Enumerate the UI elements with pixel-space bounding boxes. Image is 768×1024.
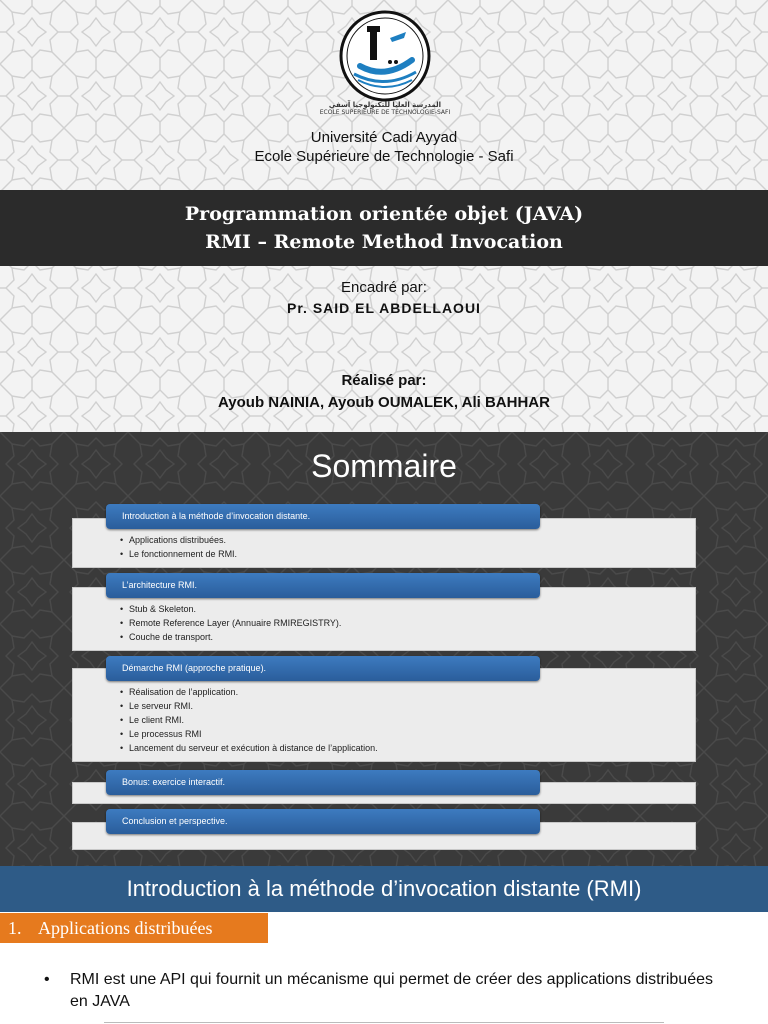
section-number: 1.: [8, 918, 22, 938]
section-title: Applications distribuées: [38, 918, 213, 938]
school-name: Ecole Supérieure de Technologie - Safi: [254, 148, 514, 165]
logo-caption-french: ECOLE SUPERIEURE DE TECHNOLOGIE-SAFI: [319, 109, 451, 116]
logo-caption: [310, 102, 460, 116]
section-2-item-3: • Couche de transport.: [129, 630, 695, 644]
summary-title: Sommaire: [311, 448, 457, 484]
intro-title: Introduction à la méthode d’invocation distante (RMI): [0, 866, 768, 912]
section-heading-5: Conclusion et perspective.: [106, 809, 540, 834]
section-title-bar: [0, 913, 268, 943]
section-2-item-1: • Stub & Skeleton.: [129, 602, 695, 616]
supervisor-name: Pr. SAID EL ABDELLAOUI: [287, 300, 481, 316]
section-heading-1: Introduction à la méthode d’invocation distante.: [106, 504, 540, 529]
title-band: [0, 190, 768, 266]
made-by-label: Réalisé par:: [341, 372, 427, 389]
bullet-text: RMI est une API qui fournit un mécanisme qui permet de créer des applications distribuées en JAVA: [70, 971, 713, 1010]
supervised-label: Encadré par:: [341, 279, 427, 296]
section-3-item-2: • Le serveur RMI.: [129, 699, 695, 713]
section-2-item-2: • Remote Reference Layer (Annuaire RMIREGISTRY).: [129, 616, 695, 630]
summary-slide: [0, 432, 768, 866]
section-heading-3: Démarche RMI (approche pratique).: [106, 656, 540, 681]
section-3-item-5: • Lancement du serveur et exécution à distance de l’application.: [129, 741, 695, 755]
institution-block: [0, 128, 768, 166]
section-3-item-3: • Le client RMI.: [129, 713, 695, 727]
title-line-1: Programmation orientée objet (JAVA): [184, 203, 584, 225]
logo-caption-arabic: المدرسة العليا للتكنولوجيا آسفي: [328, 101, 442, 109]
bullet-dot-icon: •: [44, 971, 50, 988]
authors-block: [0, 370, 768, 414]
section-heading-2: L’architecture RMI.: [106, 573, 540, 598]
section-1-item-1: • Applications distribuées.: [129, 533, 695, 547]
section-box-3: [72, 668, 696, 762]
section-3-item-4: • Le processus RMI: [129, 727, 695, 741]
section-1-item-2: • Le fonctionnement de RMI.: [129, 547, 695, 561]
university-name: Université Cadi Ayyad: [310, 129, 458, 146]
authors-names: Ayoub NAINIA, Ayoub OUMALEK, Ali BAHHAR: [218, 394, 550, 411]
bullet-item: [44, 969, 724, 1013]
title-slide: [0, 0, 768, 432]
logo-emblem-icon: [330, 8, 440, 108]
divider: [104, 1022, 664, 1023]
title-line-2: RMI – Remote Method Invocation: [205, 231, 563, 253]
intro-slide: [0, 866, 768, 1024]
supervisor-block: [0, 278, 768, 318]
section-heading-4: Bonus: exercice interactif.: [106, 770, 540, 795]
section-3-item-1: • Réalisation de l’application.: [129, 685, 695, 699]
